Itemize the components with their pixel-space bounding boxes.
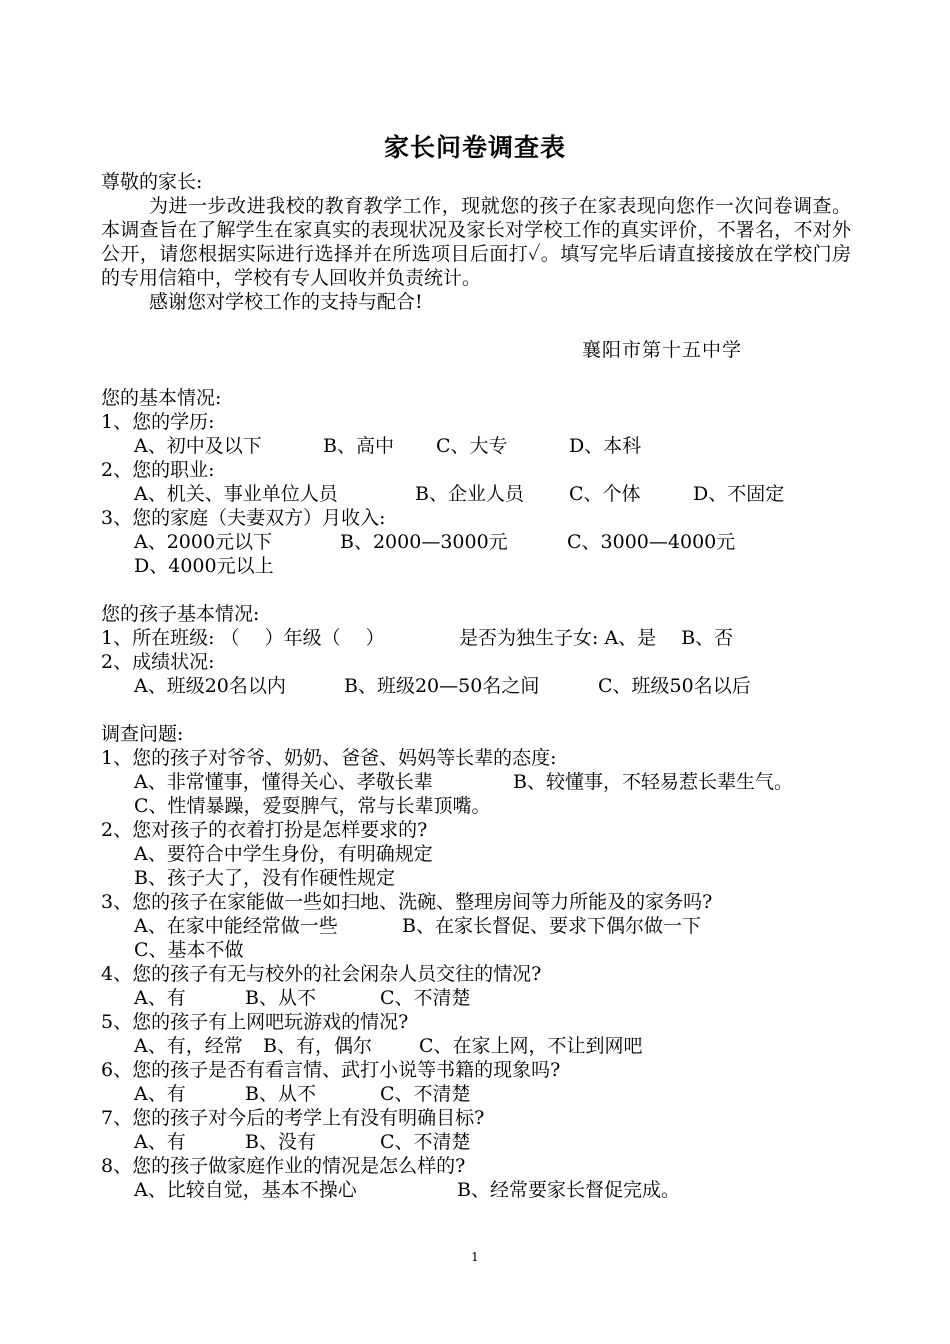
child-q2: 2、成绩状况: (101, 651, 215, 673)
basic-q2: 2、您的职业: (101, 459, 215, 481)
school-signature: 襄阳市第十五中学 (582, 339, 743, 361)
survey-q5-opt-c: C、在家上网，不让到网吧 (419, 1035, 643, 1057)
child-q2-opt-a: A、班级20名以内 (134, 675, 286, 697)
page-number: 1 (471, 1250, 479, 1264)
basic-q1-opt-c: C、大专 (436, 435, 508, 457)
survey-q3-opt-b: B、在家长督促、要求下偶尔做一下 (402, 915, 701, 937)
survey-q6-opt-c: C、不清楚 (380, 1083, 471, 1105)
survey-q1-opt-b: B、较懂事，不轻易惹长辈生气。 (513, 771, 793, 793)
survey-q4-opt-b: B、从不 (245, 987, 316, 1009)
child-q2-opt-c: C、班级50名以后 (598, 675, 751, 697)
basic-q1-opt-a: A、初中及以下 (134, 435, 262, 457)
survey-q2: 2、您对孩子的衣着打扮是怎样要求的? (101, 819, 428, 841)
survey-q5-opt-b: B、有，偶尔 (263, 1035, 372, 1057)
survey-q1-opt-a: A、非常懂事，懂得关心、孝敬长辈 (134, 771, 433, 793)
basic-q3-opt-b: B、2000—3000元 (340, 531, 508, 553)
survey-q6-opt-b: B、从不 (245, 1083, 316, 1105)
thanks-line: 感谢您对学校工作的支持与配合! (149, 291, 423, 313)
basic-q2-opt-b: B、企业人员 (415, 483, 524, 505)
page-title: 家长问卷调查表 (383, 133, 566, 162)
basic-q3-opt-d: D、4000元以上 (134, 555, 274, 577)
survey-q2-opt-a: A、要符合中学生身份，有明确规定 (134, 843, 433, 865)
basic-q2-opt-c: C、个体 (569, 483, 641, 505)
child-q1: 1、所在班级: （ ）年级（ ） (101, 627, 385, 649)
basic-q1: 1、您的学历: (101, 411, 215, 433)
basic-q2-opt-a: A、机关、事业单位人员 (134, 483, 338, 505)
survey-heading: 调查问题: (101, 723, 184, 745)
child-heading: 您的孩子基本情况: (101, 603, 260, 625)
child-q1-only-child: 是否为独生子女: A、是 B、否 (459, 627, 734, 649)
survey-q2-opt-b: B、孩子大了，没有作硬性规定 (134, 867, 395, 889)
intro-paragraph: 为进一步改进我校的教育教学工作，现就您的孩子在家表现向您作一次问卷调查。本调查旨在了解学生在家真实的表现状况及家长对学校工作的真实评价，不署名，不对外公开，请您根据实际进行选择并在所选项目后面打✓。填写完毕后请直接接放在学校门房的专用信箱中，学校有专人回收并负责统计。 (101, 195, 851, 289)
survey-q3-opt-a: A、在家中能经常做一些 (134, 915, 338, 937)
greeting: 尊敬的家长: (101, 171, 203, 193)
survey-q1: 1、您的孩子对爷爷、奶奶、爸爸、妈妈等长辈的态度: (101, 747, 557, 769)
survey-q8: 8、您的孩子做家庭作业的情况是怎么样的? (101, 1155, 466, 1177)
survey-q6: 6、您的孩子是否有看言情、武打小说等书籍的现象吗? (101, 1059, 561, 1081)
survey-q3: 3、您的孩子在家能做一些如扫地、洗碗、整理房间等力所能及的家务吗? (101, 891, 713, 913)
survey-q5-opt-a: A、有，经常 (134, 1035, 243, 1057)
survey-q8-opt-a: A、比较自觉，基本不操心 (134, 1179, 357, 1201)
basic-q1-opt-b: B、高中 (323, 435, 394, 457)
basic-q3-opt-a: A、2000元以下 (134, 531, 273, 553)
survey-q7-opt-b: B、没有 (245, 1131, 316, 1153)
survey-q5: 5、您的孩子有上网吧玩游戏的情况? (101, 1011, 409, 1033)
survey-q8-opt-b: B、经常要家长督促完成。 (457, 1179, 680, 1201)
survey-q4: 4、您的孩子有无与校外的社会闲杂人员交往的情况? (101, 963, 542, 985)
survey-q1-opt-c: C、性情暴躁，爱耍脾气，常与长辈顶嘴。 (134, 795, 491, 817)
basic-q3: 3、您的家庭（夫妻双方）月收入: (101, 507, 386, 529)
basic-q3-opt-c: C、3000—4000元 (567, 531, 736, 553)
survey-q7: 7、您的孩子对今后的考学上有没有明确目标? (101, 1107, 485, 1129)
survey-q4-opt-a: A、有 (134, 987, 186, 1009)
basic-heading: 您的基本情况: (101, 387, 222, 409)
survey-q7-opt-c: C、不清楚 (380, 1131, 471, 1153)
basic-q2-opt-d: D、不固定 (693, 483, 785, 505)
survey-q7-opt-a: A、有 (134, 1131, 186, 1153)
survey-q6-opt-a: A、有 (134, 1083, 186, 1105)
survey-q3-opt-c: C、基本不做 (134, 939, 244, 961)
child-q2-opt-b: B、班级20—50名之间 (344, 675, 540, 697)
survey-q4-opt-c: C、不清楚 (380, 987, 471, 1009)
basic-q1-opt-d: D、本科 (569, 435, 642, 457)
